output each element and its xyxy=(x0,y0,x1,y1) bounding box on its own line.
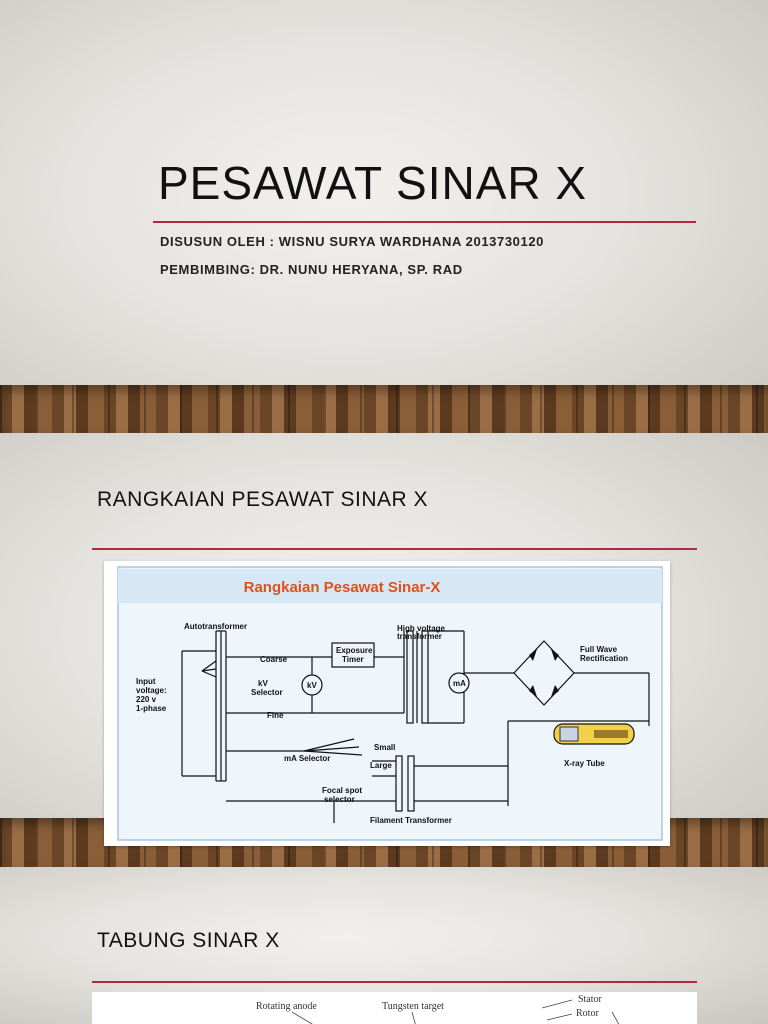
svg-text:Exposure: Exposure xyxy=(336,646,373,655)
svg-text:Small: Small xyxy=(374,743,396,752)
slide-heading: TABUNG SINAR X xyxy=(97,929,280,952)
svg-text:Autotransformer: Autotransformer xyxy=(184,622,248,631)
circuit-slide xyxy=(0,433,768,867)
svg-text:selector: selector xyxy=(324,795,355,804)
title-slide xyxy=(0,0,768,433)
slide-heading: RANGKAIAN PESAWAT SINAR X xyxy=(97,488,429,511)
svg-text:Rectification: Rectification xyxy=(580,654,629,663)
presentation-title: PESAWAT SINAR X xyxy=(158,157,588,209)
tube-slide xyxy=(0,867,768,1024)
svg-text:X-ray Tube: X-ray Tube xyxy=(564,759,605,768)
svg-text:transformer: transformer xyxy=(397,632,442,641)
svg-text:Tungsten target: Tungsten target xyxy=(382,1001,444,1012)
diagram-banner: Rangkaian Pesawat Sinar-X xyxy=(243,579,441,596)
heading-divider xyxy=(92,548,697,550)
svg-text:Fine: Fine xyxy=(267,711,284,720)
svg-text:kV: kV xyxy=(307,681,317,690)
tube-diagram xyxy=(92,992,697,1024)
svg-text:voltage:: voltage: xyxy=(136,686,167,695)
svg-text:Rotor: Rotor xyxy=(576,1008,599,1019)
wood-floor-decoration xyxy=(0,385,768,433)
svg-text:mA: mA xyxy=(453,679,466,688)
title-divider xyxy=(153,221,696,223)
svg-text:Selector: Selector xyxy=(251,688,283,697)
svg-text:Focal spot: Focal spot xyxy=(322,786,363,795)
svg-text:Rotating anode: Rotating anode xyxy=(256,1001,317,1012)
svg-text:Stator: Stator xyxy=(578,994,602,1005)
svg-text:1-phase: 1-phase xyxy=(136,704,167,713)
svg-text:Filament Transformer: Filament Transformer xyxy=(370,816,452,825)
author-line: DISUSUN OLEH : WISNU SURYA WARDHANA 2013730120 xyxy=(160,234,544,249)
svg-text:Coarse: Coarse xyxy=(260,655,288,664)
svg-text:Input: Input xyxy=(136,677,156,686)
svg-text:Full Wave: Full Wave xyxy=(580,645,618,654)
svg-text:220 v: 220 v xyxy=(136,695,157,704)
svg-text:High voltage: High voltage xyxy=(397,624,446,633)
svg-text:kV: kV xyxy=(258,679,268,688)
heading-divider xyxy=(92,981,697,983)
advisor-line: PEMBIMBING: DR. NUNU HERYANA, SP. RAD xyxy=(160,262,463,277)
svg-text:Large: Large xyxy=(370,761,392,770)
svg-text:Timer: Timer xyxy=(342,655,364,664)
circuit-diagram xyxy=(104,561,670,846)
svg-text:mA Selector: mA Selector xyxy=(284,754,331,763)
